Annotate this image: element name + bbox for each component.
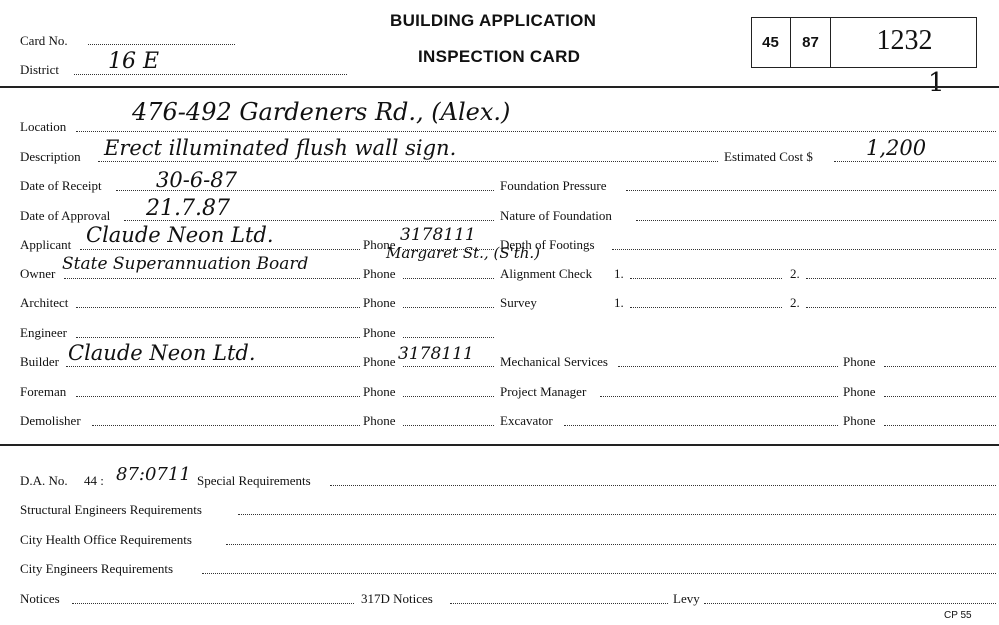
description-value: Erect illuminated flush wall sign.	[104, 136, 457, 160]
foreman-phone-field[interactable]	[403, 396, 494, 397]
excavator-phone-label: Phone	[843, 413, 876, 428]
architect-phone-field[interactable]	[403, 307, 494, 308]
demolisher-field[interactable]	[92, 425, 360, 426]
card-no-field[interactable]	[88, 44, 235, 45]
structural-engineers-label: Structural Engineers Requirements	[20, 502, 202, 517]
applicant-phone-value: 3178111	[400, 225, 476, 245]
notices-317d-label: 317D Notices	[361, 591, 433, 606]
survey-2-label: 2.	[790, 295, 800, 310]
survey-2-field[interactable]	[806, 307, 996, 308]
excavator-phone-field[interactable]	[884, 425, 996, 426]
foreman-field[interactable]	[76, 396, 360, 397]
form-subtitle: INSPECTION CARD	[418, 47, 581, 66]
engineer-phone-label: Phone	[363, 325, 396, 340]
survey-1-label: 1.	[614, 295, 624, 310]
estimated-cost-label: Estimated Cost $	[724, 149, 813, 164]
applicant-value: Claude Neon Ltd.	[86, 223, 274, 247]
foreman-phone-label: Phone	[363, 384, 396, 399]
engineer-label: Engineer	[20, 325, 67, 340]
foundation-pressure-field[interactable]	[626, 190, 996, 191]
foundation-pressure-label: Foundation Pressure	[500, 178, 607, 193]
alignment-check-label: Alignment Check	[500, 266, 593, 281]
architect-field[interactable]	[76, 307, 360, 308]
district-label: District	[20, 62, 59, 77]
special-requirements-field[interactable]	[330, 485, 996, 486]
excavator-label: Excavator	[500, 413, 553, 428]
card-no-label: Card No.	[20, 33, 68, 48]
district-value: 16 E	[108, 49, 160, 74]
applicant-label: Applicant	[20, 237, 72, 252]
owner-phone-field[interactable]	[403, 278, 494, 279]
date-of-receipt-label: Date of Receipt	[20, 178, 102, 193]
location-value: 476-492 Gardeners Rd., (Alex.)	[132, 98, 511, 126]
architect-label: Architect	[20, 295, 69, 310]
alignment-check-2-label: 2.	[790, 266, 800, 281]
date-of-receipt-value: 30-6-87	[156, 168, 237, 192]
notices-label: Notices	[20, 591, 60, 606]
survey-1-field[interactable]	[630, 307, 782, 308]
owner-phone-label: Phone	[363, 266, 396, 281]
depth-of-footings-label: Depth of Footings	[500, 237, 595, 252]
nature-of-foundation-field[interactable]	[636, 220, 996, 221]
applicant-phone-label: Phone	[363, 237, 396, 252]
builder-value: Claude Neon Ltd.	[68, 341, 256, 365]
mechanical-services-label: Mechanical Services	[500, 354, 608, 369]
reference-box-divider	[830, 17, 831, 68]
date-of-approval-label: Date of Approval	[20, 208, 111, 223]
estimated-cost-field[interactable]	[834, 161, 996, 162]
builder-label: Builder	[20, 354, 59, 369]
project-manager-phone-field[interactable]	[884, 396, 996, 397]
city-engineers-label: City Engineers Requirements	[20, 561, 174, 576]
application-number: 1232	[876, 25, 933, 56]
alignment-check-1-field[interactable]	[630, 278, 782, 279]
city-health-field[interactable]	[226, 544, 996, 545]
da-no-prefix: 44 :	[84, 473, 104, 488]
header-divider	[0, 86, 999, 88]
architect-phone-label: Phone	[363, 295, 396, 310]
survey-label: Survey	[500, 295, 537, 310]
builder-phone-label: Phone	[363, 354, 396, 369]
location-field[interactable]	[76, 131, 996, 132]
builder-field[interactable]	[66, 366, 360, 367]
city-engineers-field[interactable]	[202, 573, 996, 574]
owner-field[interactable]	[64, 278, 360, 279]
builder-phone-field[interactable]	[403, 366, 494, 367]
demolisher-label: Demolisher	[20, 413, 81, 428]
location-label: Location	[20, 119, 67, 134]
demolisher-phone-label: Phone	[363, 413, 396, 428]
foreman-label: Foreman	[20, 384, 67, 399]
structural-engineers-field[interactable]	[238, 514, 996, 515]
owner-address-value: Margaret St., (S'th.)	[386, 244, 541, 262]
notices-317d-field[interactable]	[450, 603, 668, 604]
reference-code-a: 45	[762, 34, 779, 51]
alignment-check-2-field[interactable]	[806, 278, 996, 279]
application-number-suffix: 1	[928, 68, 945, 98]
alignment-check-1-label: 1.	[614, 266, 624, 281]
notices-field[interactable]	[72, 603, 354, 604]
section-divider	[0, 444, 999, 446]
da-no-label: D.A. No.	[20, 473, 68, 488]
project-manager-phone-label: Phone	[843, 384, 876, 399]
demolisher-phone-field[interactable]	[403, 425, 494, 426]
description-field[interactable]	[98, 161, 718, 162]
form-code: CP 55	[944, 610, 972, 621]
nature-of-foundation-label: Nature of Foundation	[500, 208, 612, 223]
project-manager-label: Project Manager	[500, 384, 587, 399]
excavator-field[interactable]	[564, 425, 838, 426]
levy-label: Levy	[673, 591, 700, 606]
city-health-label: City Health Office Requirements	[20, 532, 192, 547]
builder-phone-value: 3178111	[398, 344, 474, 364]
estimated-cost-value: 1,200	[866, 136, 927, 160]
levy-field[interactable]	[704, 603, 996, 604]
reference-code-b: 87	[802, 34, 819, 51]
mechanical-services-field[interactable]	[618, 366, 838, 367]
da-no-value: 87:0711	[116, 464, 191, 485]
mechanical-services-phone-label: Phone	[843, 354, 876, 369]
project-manager-field[interactable]	[600, 396, 838, 397]
mechanical-services-phone-field[interactable]	[884, 366, 996, 367]
owner-label: Owner	[20, 266, 56, 281]
engineer-phone-field[interactable]	[403, 337, 494, 338]
depth-of-footings-field[interactable]	[612, 249, 996, 250]
district-field[interactable]	[74, 74, 347, 75]
form-title: BUILDING APPLICATION	[390, 11, 597, 30]
special-requirements-label: Special Requirements	[197, 473, 311, 488]
applicant-field[interactable]	[80, 249, 360, 250]
date-of-approval-value: 21.7.87	[146, 196, 230, 221]
description-label: Description	[20, 149, 81, 164]
engineer-field[interactable]	[76, 337, 360, 338]
owner-value: State Superannuation Board	[62, 254, 309, 274]
